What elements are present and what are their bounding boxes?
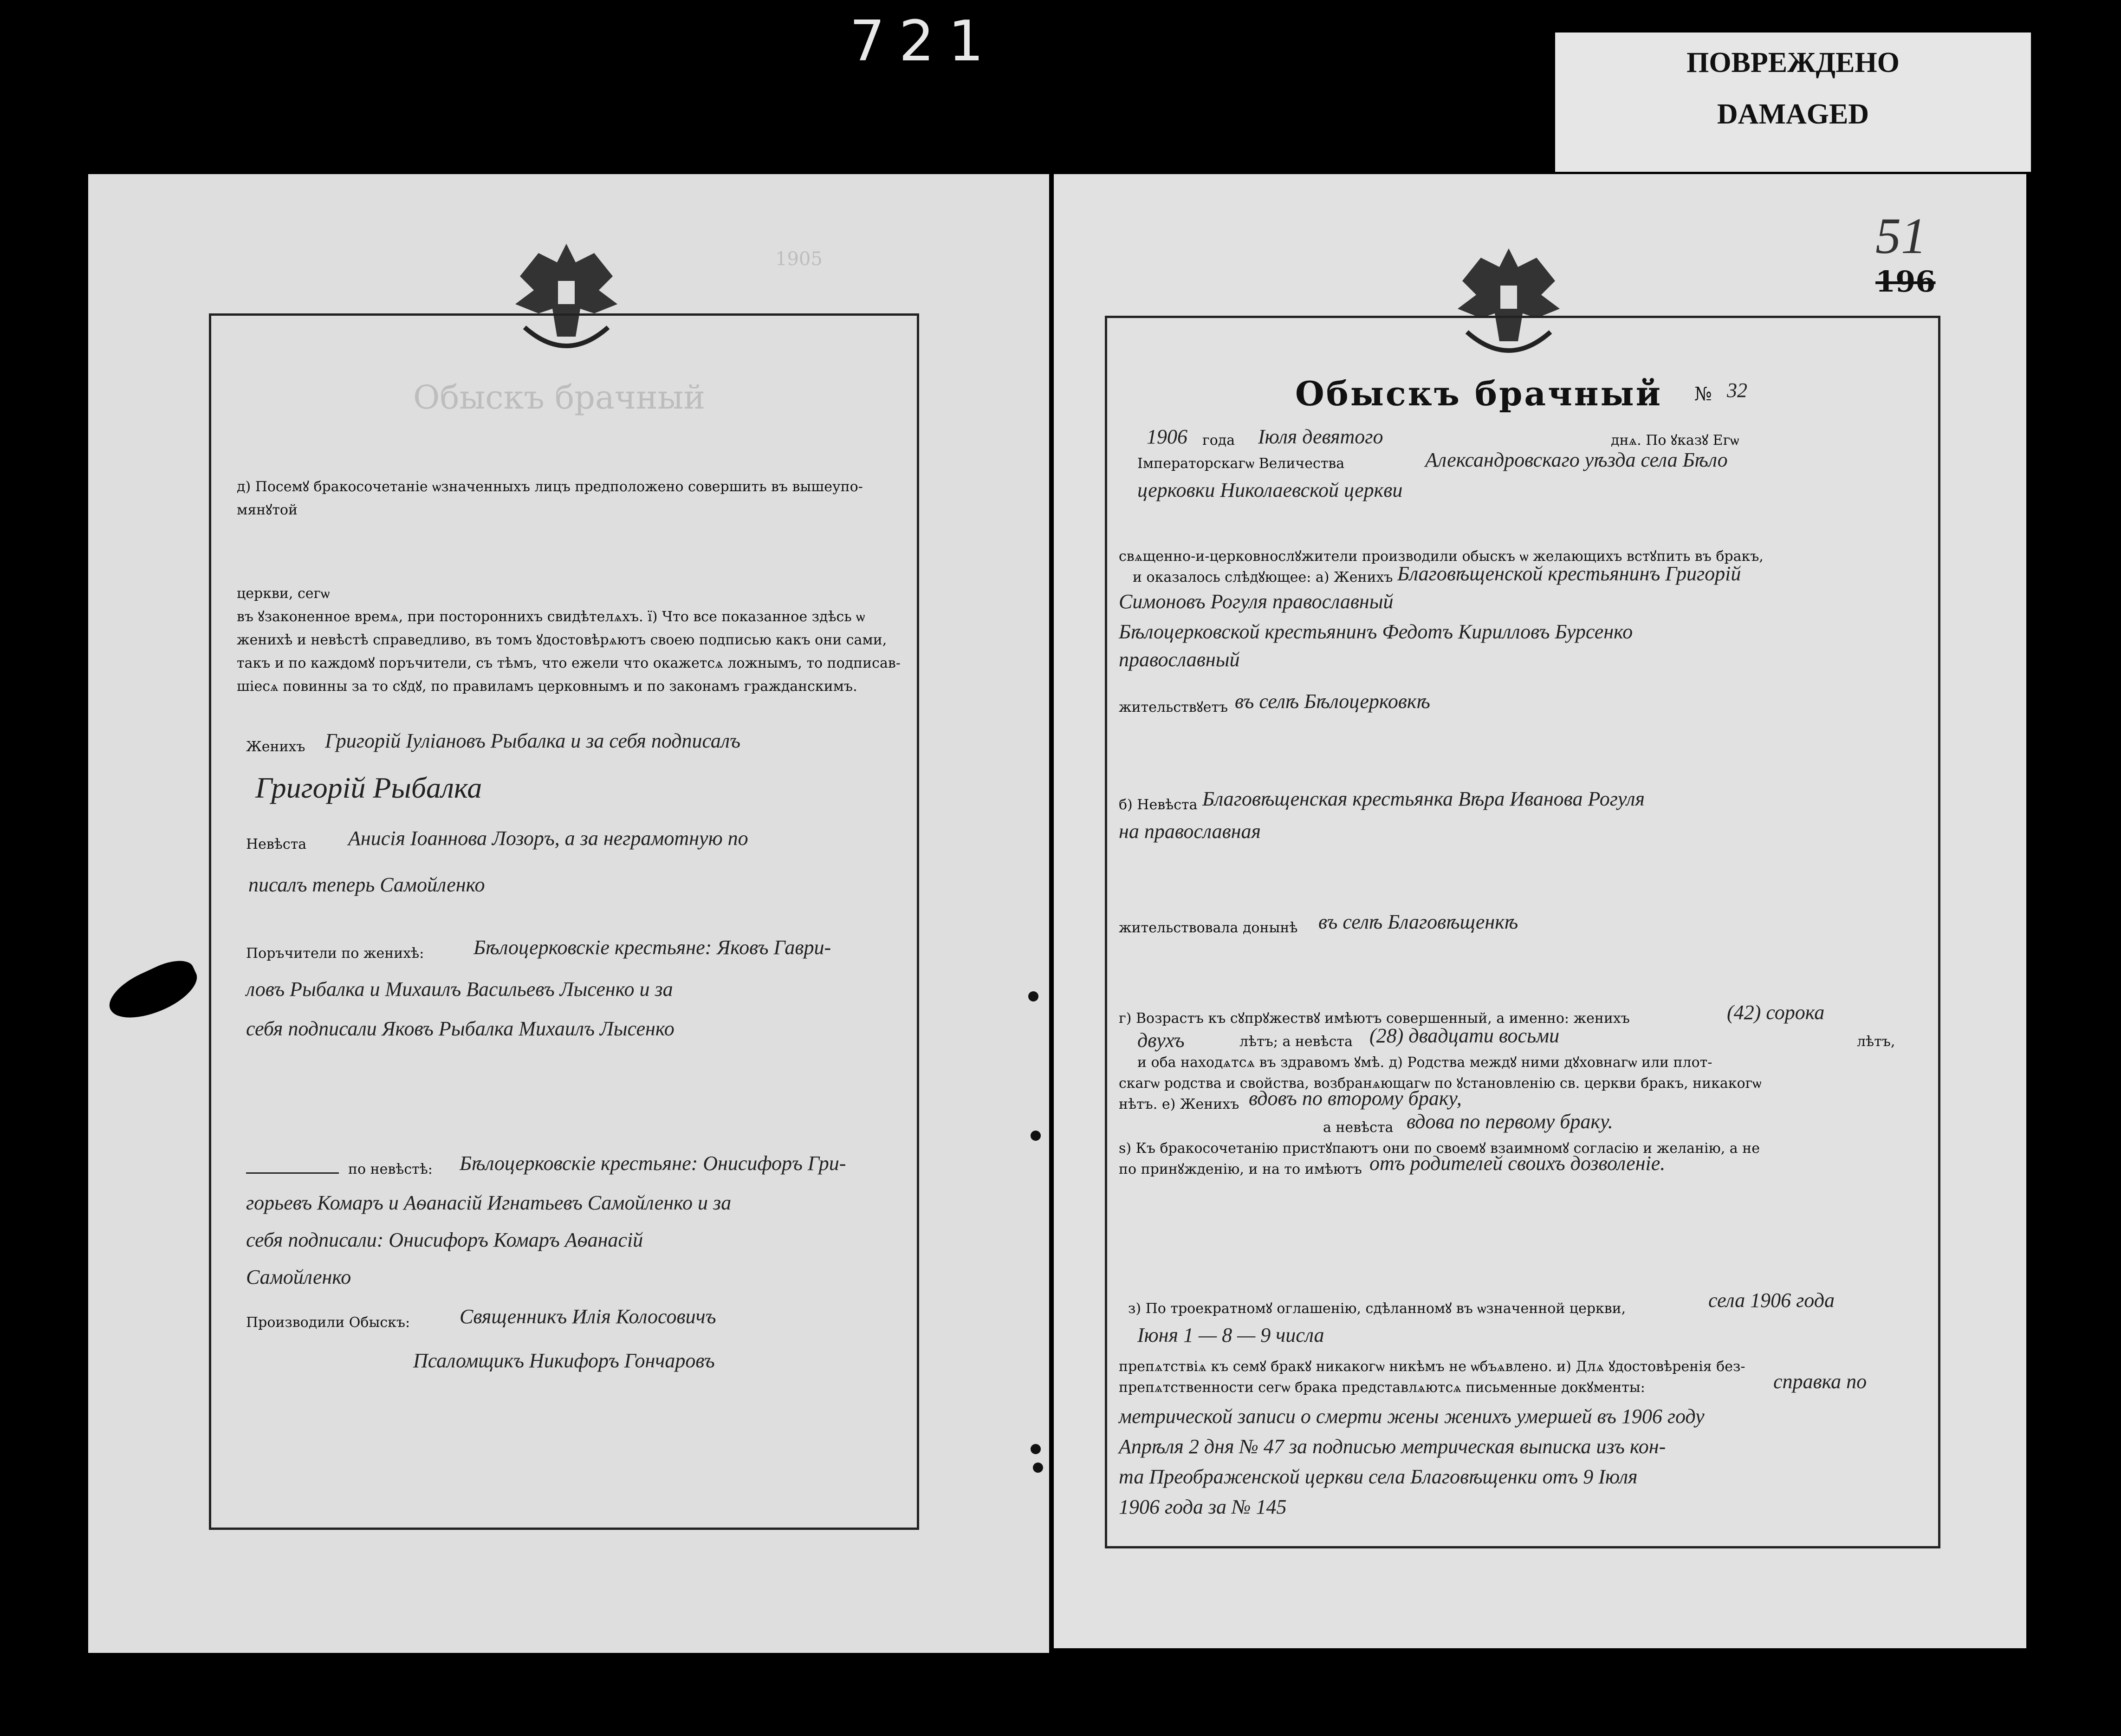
- groom-guarantors-hw-1: Бѣлоцерковскіе крестьяне: Яковъ Гаври-: [473, 936, 831, 959]
- clause-z-2: по принꙋжденію, и на то имѣютъ: [1119, 1161, 1362, 1177]
- bride-guarantors-hw-2: горьевъ Комаръ и Аѳанасій Игнатьевъ Самойленко и за: [246, 1191, 732, 1214]
- bride-guarantors-hw-1: Бѣлоцерковскіе крестьяне: Онисифоръ Гри-: [460, 1152, 846, 1175]
- old-folio-number: 51: [1875, 208, 1926, 264]
- documents-hw-1: метрической записи о смерти жены женихъ умершей въ 1906 году: [1119, 1405, 1705, 1428]
- performed-by-hw-1: Священникъ Илія Колосовичъ: [460, 1305, 716, 1328]
- clause-g-1: г) Возрастъ къ сꙋпрꙋжествꙋ имѣютъ совершенный, а именно: женихъ: [1119, 1010, 1630, 1027]
- stamp-line-en: DAMAGED: [1717, 98, 1869, 130]
- left-clause-d-cont: мянꙋтой: [237, 502, 298, 518]
- groom-guarantors-hw-2: ловъ Рыбалка и Михаилъ Васильевъ Лысенко и за: [246, 978, 673, 1001]
- clause-g-3: и оба находѧтсѧ въ здравомъ ꙋмѣ. д) Родства междꙋ ними дꙋховнагѡ или плот-: [1137, 1054, 1712, 1071]
- groom-guarantors-label: Поръчители по женихѣ:: [246, 945, 424, 962]
- left-church-label: церкви, сегѡ: [237, 585, 330, 602]
- bride-label: Невѣста: [246, 836, 307, 852]
- stamp-line-ru: ПОВРЕЖДЕНО: [1686, 47, 1900, 78]
- binding-hole: [1031, 1131, 1041, 1141]
- groom-handwriting-1: Григорій Іуліановъ Рыбалка и за себя подписалъ: [325, 729, 740, 752]
- groom-hw-1: Благовѣщенской крестьянинъ Григорій: [1397, 562, 1741, 585]
- bride-handwriting-1: Анисія Іоаннова Лозоръ, а за неграмотную по: [348, 827, 748, 850]
- bride-handwriting-2: писалъ теперь Самойленко: [248, 873, 485, 896]
- clause-g-4: скагѡ родства и свойства, возбранѧющагѡ по ꙋстановленію св. церкви бракъ, никакогѡ: [1119, 1075, 1762, 1092]
- groom-age-hw: (42) сорока: [1727, 1001, 1825, 1024]
- year-label: года: [1202, 432, 1235, 449]
- clause-g-6: а невѣста: [1323, 1119, 1394, 1136]
- record-number: 32: [1727, 379, 1747, 402]
- damaged-stamp: [1555, 33, 2031, 172]
- binding-hole: [1031, 1444, 1041, 1454]
- district-hw: Александровскаго уѣзда села Бѣло: [1425, 449, 1728, 471]
- documents-hw-4: 1906 года за № 145: [1119, 1495, 1287, 1518]
- groom-residence-hw: въ селѣ Бѣлоцерковкѣ: [1235, 690, 1430, 713]
- bride-status-hw: вдова по первому браку.: [1407, 1110, 1613, 1133]
- number-label: №: [1694, 384, 1712, 405]
- clause-a-2: и оказалось слѣдꙋющее: а) Женихъ: [1133, 569, 1393, 585]
- left-clause-e-2: женихѣ и невѣстѣ справедливо, въ томъ ꙋдостовѣрѧютъ своею подписью какъ они сами,: [237, 632, 887, 648]
- bride-residence-hw: въ селѣ Благовѣщенкѣ: [1318, 910, 1518, 933]
- bride-residence-label: жительствовала донынѣ: [1119, 920, 1298, 936]
- bride-guarantors-hw-3: себя подписали: Онисифоръ Комаръ Аѳанасій: [246, 1229, 643, 1251]
- bride-hw-1: Благовѣщенская крестьянка Вѣра Иванова Рогуля: [1202, 787, 1645, 810]
- decree-text: днѧ. По ꙋказꙋ Егѡ: [1611, 432, 1739, 449]
- bride-guarantors-label: по невѣстѣ:: [348, 1161, 433, 1177]
- groom-residence-label: жительствꙋетъ: [1119, 699, 1228, 715]
- documents-hw-0: справка по: [1773, 1370, 1867, 1393]
- groom-label: Женихъ: [246, 739, 305, 755]
- groom-hw-3: Бѣлоцерковской крестьянинъ Федотъ Кирилловъ Бурсенко: [1119, 620, 1633, 643]
- binding-hole: [1028, 991, 1038, 1001]
- clause-g-5: нѣтъ. е) Женихъ: [1119, 1096, 1239, 1112]
- performed-by-hw-2: Псаломщикъ Никифоръ Гончаровъ: [413, 1349, 715, 1372]
- clause-a-1: свѧщенно-и-церковнослꙋжители производили обыскъ ѡ желающихъ встꙋпить въ бракъ,: [1119, 548, 1764, 565]
- clause-g-2: лѣтъ; а невѣста: [1239, 1034, 1353, 1050]
- clause-i-1: з) По троекратномꙋ оглашенію, сдѣланномꙋ въ ѡзначенной церкви,: [1128, 1300, 1626, 1317]
- groom-status-hw: вдовъ по второму браку,: [1249, 1087, 1462, 1110]
- bride-guarantors-hw-4: Самойленко: [246, 1266, 351, 1288]
- year-hw: 1906: [1147, 425, 1187, 448]
- groom-hw-2: Симоновъ Рогуля православный: [1119, 590, 1394, 613]
- banns-hw-1: села 1906 года: [1708, 1289, 1835, 1312]
- right-page: [1054, 174, 2026, 1648]
- church-hw: церковки Николаевской церкви: [1137, 479, 1403, 501]
- clause-z-1: ѕ) Къ бракосочетанію пристꙋпаютъ они по своемꙋ взаимномꙋ согласію и желанію, а не: [1119, 1140, 1760, 1157]
- left-clause-e-4: шіесѧ повинны за то сꙋдꙋ, по правиламъ церковнымъ и по законамъ гражданскимъ.: [237, 678, 857, 695]
- bride-hw-2: на православная: [1119, 820, 1261, 843]
- groom-guarantors-hw-3: себя подписали Яковъ Рыбалка Михаилъ Лысенко: [246, 1017, 675, 1040]
- performed-by-label: Производили Обыскъ:: [246, 1314, 410, 1331]
- clause-i-3: препѧтствіѧ къ семꙋ бракꙋ никакогѡ никѣмъ не ѡбъѧвлено. и) Длѧ ꙋдостовѣренія без-: [1119, 1359, 1745, 1375]
- sheet-number: 721: [850, 9, 998, 74]
- banns-hw-2: Іюня 1 — 8 — 9 числа: [1137, 1324, 1324, 1346]
- left-clause-e-3: такъ и по каждомꙋ поръчители, съ тѣмъ, что ежели что окажетсѧ ложнымъ, то подписав-: [237, 655, 901, 671]
- bride-age-hw: (28) двадцати восьми: [1369, 1024, 1560, 1047]
- page-number: 196: [1875, 265, 1936, 299]
- documents-hw-3: та Преображенской церкви села Благовѣщенки отъ 9 Іюля: [1119, 1465, 1638, 1488]
- bleed-through-title: Обыскъ брачный: [413, 378, 705, 416]
- date-hw: Іюля девятого: [1258, 425, 1383, 448]
- groom-hw-4: православный: [1119, 648, 1240, 671]
- binding-hole: [1033, 1463, 1043, 1473]
- majesty-text: Імператорскагѡ Величества: [1137, 455, 1345, 472]
- documents-hw-2: Апрѣля 2 дня № 47 за подписью метрическая выписка изъ кон-: [1119, 1435, 1666, 1458]
- clause-g-2-end: лѣтъ,: [1857, 1034, 1895, 1050]
- consent-hw: отъ родителей своихъ дозволеніе.: [1369, 1152, 1666, 1175]
- groom-age-hw-2: двухъ: [1137, 1029, 1185, 1052]
- groom-signature: Григорій Рыбалка: [255, 771, 482, 804]
- left-clause-e-1: въ ꙋзаконенное времѧ, при постороннихъ свидѣтелѧхъ. ї) Что все показанное здѣсь ѡ: [237, 609, 865, 625]
- bride-label-right: б) Невѣста: [1119, 797, 1198, 813]
- left-clause-d: д) Посемꙋ бракосочетаніе ѡзначенныхъ лицъ предположено совершить въ вышеупо-: [237, 479, 863, 495]
- clause-i-4: препѧтственности сегѡ брака представлѧютсѧ письменные докꙋменты:: [1119, 1379, 1645, 1396]
- left-page: [88, 174, 1049, 1653]
- document-title: Обыскъ брачный: [1295, 374, 1663, 413]
- guarantors-dash: [246, 1172, 339, 1174]
- bleed-through-year: 1905: [775, 248, 823, 270]
